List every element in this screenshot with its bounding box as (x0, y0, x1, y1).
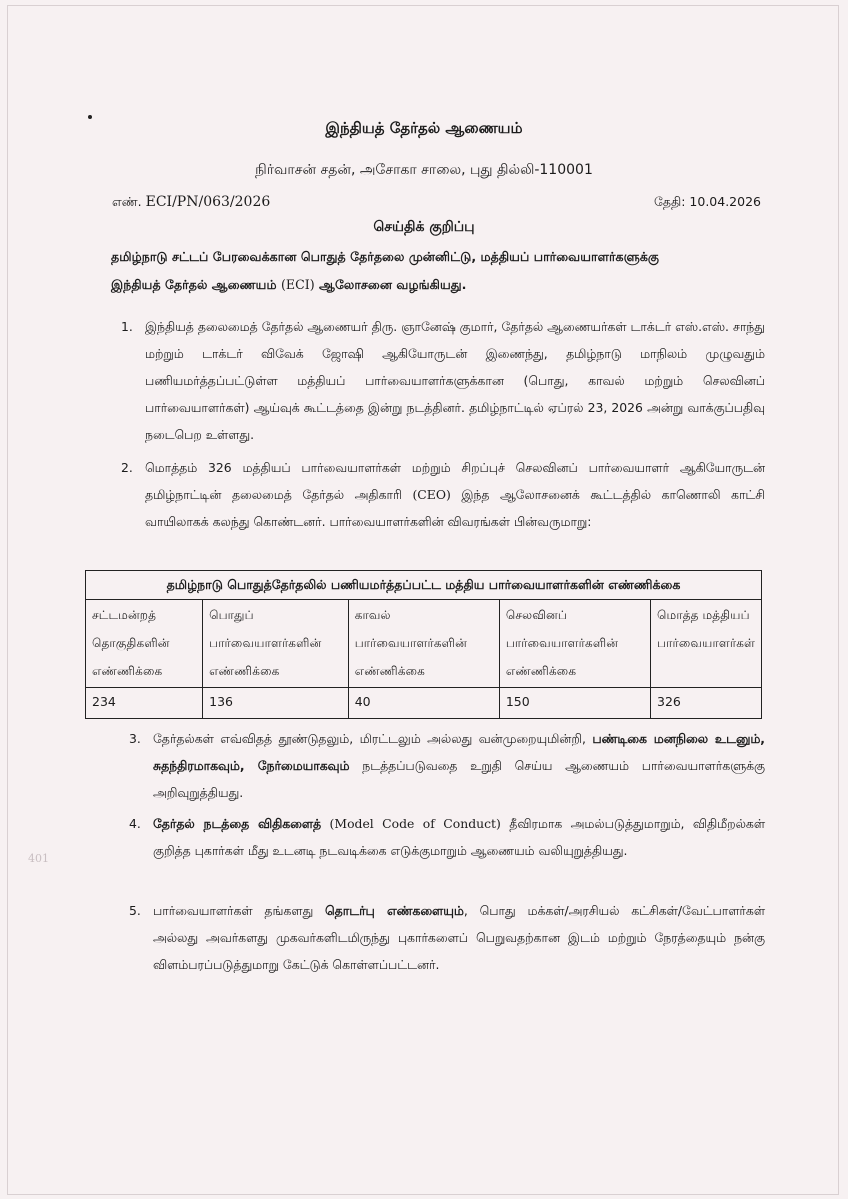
subject-line-2: இந்தியத் தேர்தல் ஆணையம் (ECI) ஆலோசனை வழங்கியது. (111, 277, 467, 292)
table-caption: தமிழ்நாடு பொதுத்தேர்தலில் பணியமர்த்தப்பட்ட மத்திய பார்வையாளர்களின் எண்ணிக்கை (86, 571, 762, 600)
paragraph-text: இந்தியத் தலைமைத் தேர்தல் ஆணையர் திரு. ஞானேஷ் குமார், தேர்தல் ஆணையர்கள் டாக்டர் எஸ்.எஸ். சாந்து மற்றும் டாக்டர் விவேக் ஜோஷி ஆகியோருடன் இணைந்து, தமிழ்நாடு மாநிலம் முழுவதும் பணியமர்த்தப்பட்டுள்ள மத்தியப் பார்வையாளர்களுக்கான (பொது, காவல் மற்றும் செலவினப் பார்வையாளர்கள்) ஆய்வுக் கூட்டத்தை இன்று நடத்தினர். தமிழ்நாட்டில் ஏப்ரல் 23, 2026 அன்று வாக்குப்பதிவு நடைபெற உள்ளது. (145, 319, 765, 442)
table-header-cell: பொதுப் பார்வையாளர்களின் எண்ணிக்கை (203, 600, 349, 688)
paragraph-number: 2. (121, 460, 133, 475)
press-note-subject (111, 243, 751, 299)
ref-value: ECI/PN/063/2026 (145, 194, 271, 210)
table-header-cell: சட்டமன்றத் தொகுதிகளின் எண்ணிக்கை (86, 600, 203, 688)
table-header-row (86, 600, 762, 688)
table-header-cell: காவல் பார்வையாளர்களின் எண்ணிக்கை (348, 600, 499, 688)
paragraph-5: 5. பார்வையாளர்கள் தங்களது தொடர்பு எண்களையும், பொது மக்கள்/அரசியல் கட்சிகள்/வேட்பாளர்கள் அல்லது அவர்களது முகவர்களிடமிருந்து புகார்களைப் பெறுவதற்கான இடம் மற்றும் நேரத்தையும் நன்கு விளம்பரப்படுத்துமாறு கேட்டுக் கொள்ளப்பட்டனர். (153, 897, 765, 978)
table-cell: 150 (499, 688, 650, 719)
paragraph-4: 4. தேர்தல் நடத்தை விதிகளைத் (Model Code of Conduct) தீவிரமாக அமல்படுத்துமாறும், விதிமீறல்கள் குறித்த புகார்கள் மீது உடனடி நடவடிக்கை எடுக்குமாறும் ஆணையம் வலியுறுத்தியது. (153, 810, 765, 864)
table-header-cell: செலவினப் பார்வையாளர்களின் எண்ணிக்கை (499, 600, 650, 688)
observers-table (85, 570, 762, 719)
paragraph-1 (121, 313, 765, 448)
ref-prefix: எண். (112, 194, 142, 209)
table-cell: 40 (348, 688, 499, 719)
paragraph-number: 4. (129, 816, 141, 831)
document-date (654, 194, 761, 211)
office-address: நிர்வாசன் சதன், அசோகா சாலை, புது தில்லி-110001 (255, 162, 593, 178)
date-value: 10.04.2026 (689, 194, 761, 209)
margin-scribble: 401 (28, 852, 49, 865)
table-cell: 136 (203, 688, 349, 719)
table-cell: 326 (651, 688, 762, 719)
subject-line-1: தமிழ்நாடு சட்டப் பேரவைக்கான பொதுத் தேர்தலை முன்னிட்டு, மத்தியப் பார்வையாளர்களுக்கு (111, 249, 660, 264)
table-row (86, 688, 762, 719)
paragraph-3: 3. தேர்தல்கள் எவ்விதத் தூண்டுதலும், மிரட்டலும் அல்லது வன்முறையுமின்றி, பண்டிகை மனநிலை உடனும், சுதந்திரமாகவும், நேர்மையாகவும் நடத்தப்படுவதை உறுதி செய்ய ஆணையம் பார்வையாளர்களுக்கு அறிவுறுத்தியது. (153, 725, 765, 806)
document-title: இந்தியத் தேர்தல் ஆணையம் (325, 119, 523, 137)
paragraph-2: 2. மொத்தம் 326 மத்தியப் பார்வையாளர்கள் மற்றும் சிறப்புச் செலவினப் பார்வையாளர் ஆகியோருடன் தமிழ்நாட்டின் தலைமைத் தேர்தல் அதிகாரி (CEO) இந்த ஆலோசனைக் கூட்டத்தில் காணொலி காட்சி வாயிலாகக் கலந்து கொண்டனர். பார்வையாளர்களின் விவரங்கள் பின்வருமாறு: (145, 454, 765, 535)
date-label: தேதி: (653, 194, 686, 209)
table-cell: 234 (86, 688, 203, 719)
paragraph-number: 1. (121, 319, 133, 334)
paragraph-number: 5. (129, 903, 141, 918)
reference-number (112, 194, 270, 211)
paragraph-number: 3. (129, 731, 141, 746)
table-header-cell: மொத்த மத்தியப் பார்வையாளர்கள் (651, 600, 762, 688)
press-note-heading: செய்திக் குறிப்பு (373, 219, 475, 235)
